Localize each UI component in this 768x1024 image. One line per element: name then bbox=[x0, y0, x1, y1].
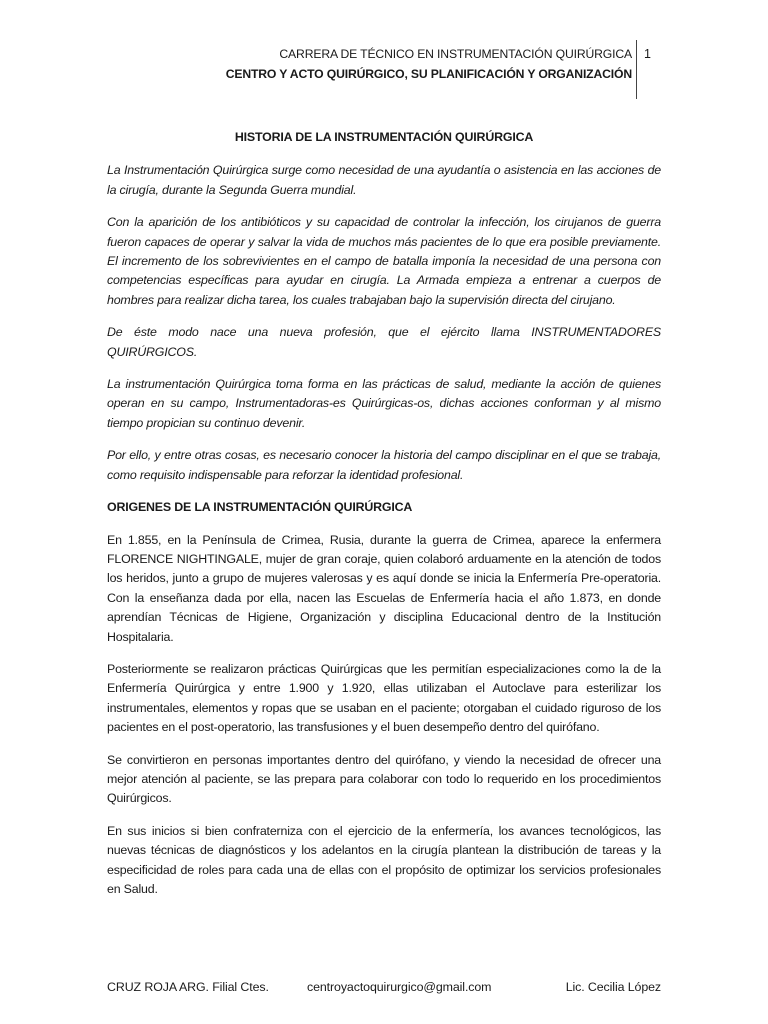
footer-email[interactable]: centroyactoquirurgico@gmail.com bbox=[307, 980, 492, 994]
page-number: 1 bbox=[644, 47, 651, 61]
intro-paragraph: Por ello, y entre otras cosas, es necesario conocer la historia del campo disciplinar en el que se trabaja, como requisito indispensable para reforzar la identidad profesional. bbox=[107, 448, 661, 482]
section-paragraph: En 1.855, en la Península de Crimea, Rusia, durante la guerra de Crimea, aparece la enfermera FLORENCE NIGHTINGALE, mujer de gran coraje, quien colaboró arduamente en la atención de todos los heridos, junto a grupo de mujeres valerosas y es aquí donde se inicia la Enfermería Pre-operatoria. Con la enseñanza dada por ella, nacen las Escuelas de Enfermería hacia el año 1.873, en donde aprendían Técnicas de Higiene, Organización y disciplina Educacional dentro de la Institución Hospitalaria. bbox=[107, 532, 661, 644]
footer-author: Lic. Cecilia López bbox=[565, 980, 661, 994]
section-heading: ORIGENES DE LA INSTRUMENTACIÓN QUIRÚRGICA bbox=[107, 500, 413, 515]
header-course-title: CARRERA DE TÉCNICO EN INSTRUMENTACIÓN QUIRÚRGICA bbox=[279, 47, 632, 61]
page-header bbox=[108, 44, 632, 84]
footer-institution: CRUZ ROJA ARG. Filial Ctes. bbox=[107, 980, 269, 994]
intro-paragraph: La Instrumentación Quirúrgica surge como necesidad de una ayudantía o asistencia en las acciones de la cirugía, durante la Segunda Guerra mundial. bbox=[107, 163, 661, 197]
header-module-title: CENTRO Y ACTO QUIRÚRGICO, SU PLANIFICACIÓN Y ORGANIZACIÓN bbox=[225, 67, 632, 81]
document-title: HISTORIA DE LA INSTRUMENTACIÓN QUIRÚRGICA bbox=[234, 130, 534, 144]
section-paragraph: Se convirtieron en personas importantes dentro del quirófano, y viendo la necesidad de ofrecer una mejor atención al paciente, se las prepara para colaborar con todo lo requerido en los procedimientos Quirúrgicos. bbox=[107, 752, 661, 806]
section-paragraph: En sus inicios si bien confraterniza con el ejercicio de la enfermería, los avances tecnológicos, las nuevas técnicas de diagnósticos y los adelantos en la cirugía plantean la distribución de tareas y la especificidad de roles para cada una de ellas con el propósito de optimizar los servicios profesionales en Salud. bbox=[107, 823, 661, 896]
document-body bbox=[107, 128, 661, 912]
section-paragraph: Posteriormente se realizaron prácticas Quirúrgicas que les permitían especializaciones como la de la Enfermería Quirúrgica y entre 1.900 y 1.920, ellas utilizaban el Autoclave para esterilizar los instrumentales, elementos y ropas que se usaban en el paciente; otorgaban el cuidado riguroso de los pacientes en el post-operatorio, las transfusiones y el buen desempeño dentro del quirófano. bbox=[107, 661, 661, 735]
header-divider bbox=[636, 40, 637, 99]
intro-paragraph: Con la aparición de los antibióticos y su capacidad de controlar la infección, los cirujanos de guerra fueron capaces de operar y salvar la vida de muchos más pacientes de lo que era posible previamente. El incremento de los sobrevivientes en el campo de batalla imponía la necesidad de una persona con competencias específicas para ayudar en cirugía. La Armada empieza a entrenar a cuerpos de hombres para realizar dicha tarea, los cuales trabajaban bajo la supervisión directa del cirujano. bbox=[107, 215, 661, 307]
intro-paragraph: De éste modo nace una nueva profesión, que el ejército llama INSTRUMENTADORES QUIRÚRGICOS. bbox=[107, 325, 661, 359]
intro-paragraph: La instrumentación Quirúrgica toma forma en las prácticas de salud, mediante la acción de quienes operan en su campo, Instrumentadoras-es Quirúrgicas-os, dichas acciones conforman y al mismo tiempo propician su continuo devenir. bbox=[107, 377, 661, 430]
